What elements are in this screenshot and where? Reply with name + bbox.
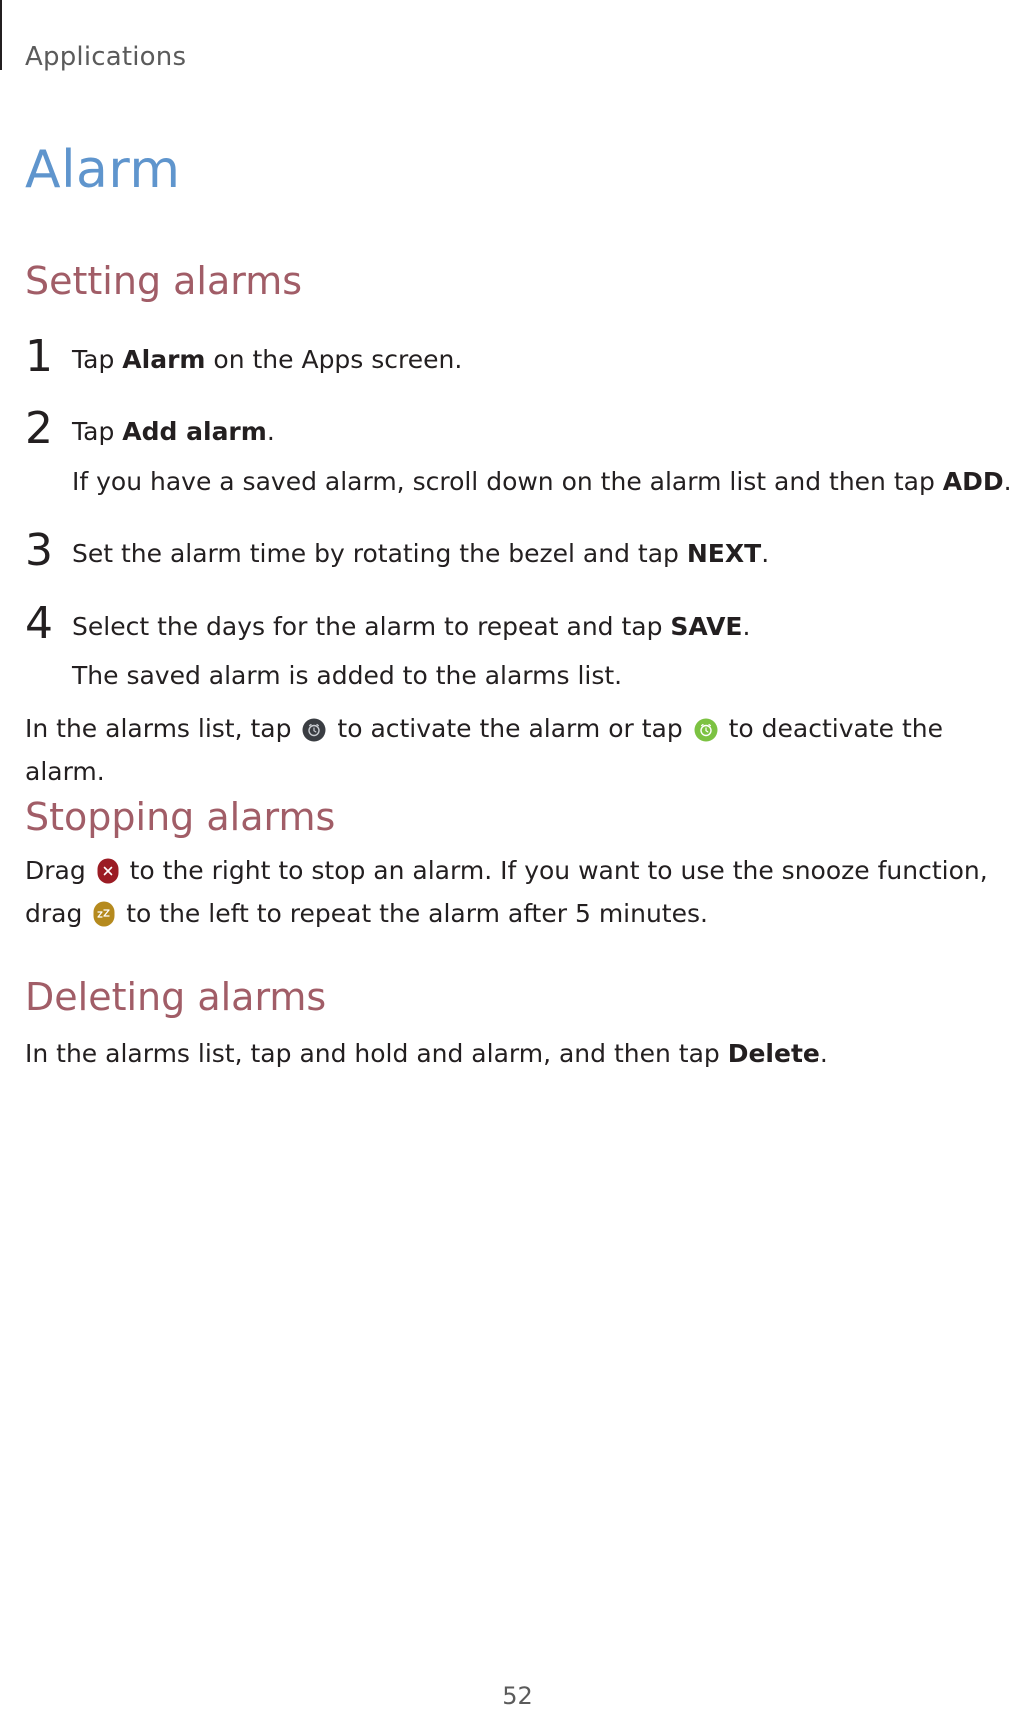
step-text: Select the days for the alarm to repeat and tap SAVE.	[72, 612, 751, 641]
page-number: 52	[502, 1682, 533, 1710]
step-text: Set the alarm time by rotating the bezel and tap NEXT.	[72, 539, 770, 568]
alarm-off-icon	[302, 715, 326, 753]
step-text: Tap Alarm on the Apps screen.	[72, 345, 463, 374]
step-number: 4	[25, 598, 53, 649]
page-title-text: Alarm	[25, 140, 181, 200]
page-title	[25, 140, 181, 200]
running-header: Applications	[25, 42, 187, 72]
ui-term: NEXT	[686, 539, 762, 568]
ui-term: Delete	[727, 1039, 820, 1068]
stopping-instructions: Drag to the right to stop an alarm. If you want to use the snooze function, drag to the left to repeat the alarm after 5 minutes.	[25, 852, 1030, 938]
ui-term: SAVE	[670, 612, 743, 641]
corner-rule	[0, 0, 2, 70]
section-heading-stopping-alarms: Stopping alarms	[25, 795, 336, 839]
section-heading-setting-alarms: Setting alarms	[25, 259, 303, 303]
step-number: 3	[25, 525, 53, 576]
dismiss-icon	[97, 857, 119, 895]
ui-term: ADD	[942, 467, 1004, 496]
section-heading-deleting-alarms: Deleting alarms	[25, 975, 327, 1019]
alarm-on-icon	[694, 715, 718, 753]
activate-instructions: In the alarms list, tap to activate the alarm or tap to deactivate the alarm.	[25, 714, 943, 786]
page-title-wrap	[25, 140, 181, 200]
step-4-note: The saved alarm is added to the alarms list.	[72, 661, 623, 690]
step-number: 1	[25, 331, 53, 382]
step-2-note: If you have a saved alarm, scroll down on the alarm list and then tap ADD.	[72, 467, 1012, 496]
deleting-instructions: In the alarms list, tap and hold and alarm, and then tap Delete.	[25, 1039, 828, 1068]
ui-term: Alarm	[122, 345, 206, 374]
snooze-icon	[93, 900, 115, 938]
step-text: Tap Add alarm.	[72, 417, 275, 446]
ui-term: Add alarm	[122, 417, 267, 446]
step-number: 2	[25, 403, 53, 454]
